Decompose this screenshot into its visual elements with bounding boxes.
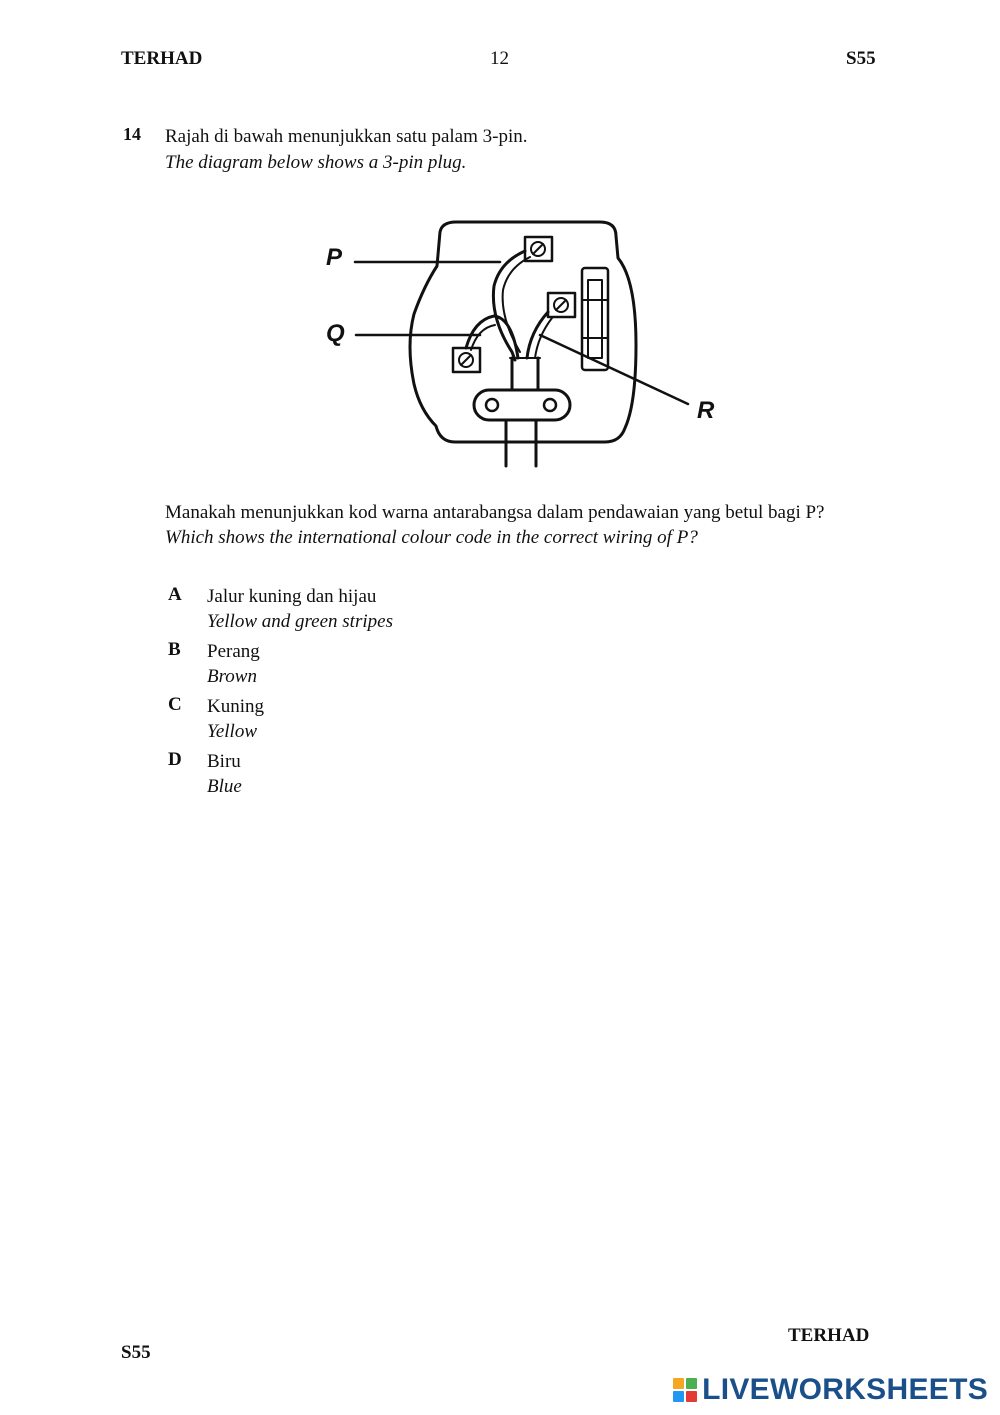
option-d-ms: Biru [207,751,241,772]
question-stem-ms: Manakah menunjukkan kod warna antarabangsa dalam pendawaian yang betul bagi P? [165,502,825,523]
terminal-left [453,348,480,372]
option-b-en: Brown [207,666,257,687]
option-c-en: Yellow [207,721,257,742]
question-stem [165,500,875,550]
question-intro-en: The diagram below shows a 3-pin plug. [165,152,467,173]
option-b-letter[interactable]: B [168,639,181,660]
brand-text: LIVEWORKSHEETS [702,1373,988,1406]
fuse [588,280,602,358]
header-right: S55 [846,48,876,69]
wire-neutral [466,316,518,358]
leader-r [540,335,688,404]
option-d[interactable] [207,749,242,799]
option-c[interactable] [207,694,264,744]
option-a-ms: Jalur kuning dan hijau [207,586,377,607]
option-b-ms: Perang [207,641,260,662]
option-b[interactable] [207,639,260,689]
label-p: P [326,244,343,271]
question-intro-ms: Rajah di bawah menunjukkan satu palam 3-pin. [165,126,528,147]
plug-casing [410,222,636,442]
option-a[interactable] [207,584,393,634]
label-q: Q [326,320,345,347]
option-a-letter[interactable]: A [168,584,182,605]
fuse-holder [582,268,608,370]
wire-earth [493,251,525,360]
option-d-en: Blue [207,776,242,797]
label-r: R [697,397,715,424]
terminal-right [548,293,575,317]
header-left: TERHAD [121,48,203,69]
liveworksheets-logo[interactable] [673,1373,988,1407]
wire-live [527,312,548,358]
cord-grip [474,390,570,420]
footer-right: TERHAD [788,1325,870,1346]
terminal-top [525,237,552,261]
question-stem-en: Which shows the international colour code in the correct wiring of P? [165,527,698,548]
question-number: 14 [123,124,141,144]
option-c-ms: Kuning [207,696,264,717]
option-a-en: Yellow and green stripes [207,611,393,632]
page-number: 12 [490,48,509,69]
option-c-letter[interactable]: C [168,694,182,715]
liveworksheets-logo-icon [673,1378,697,1402]
footer-left: S55 [121,1342,151,1363]
option-d-letter[interactable]: D [168,749,182,770]
